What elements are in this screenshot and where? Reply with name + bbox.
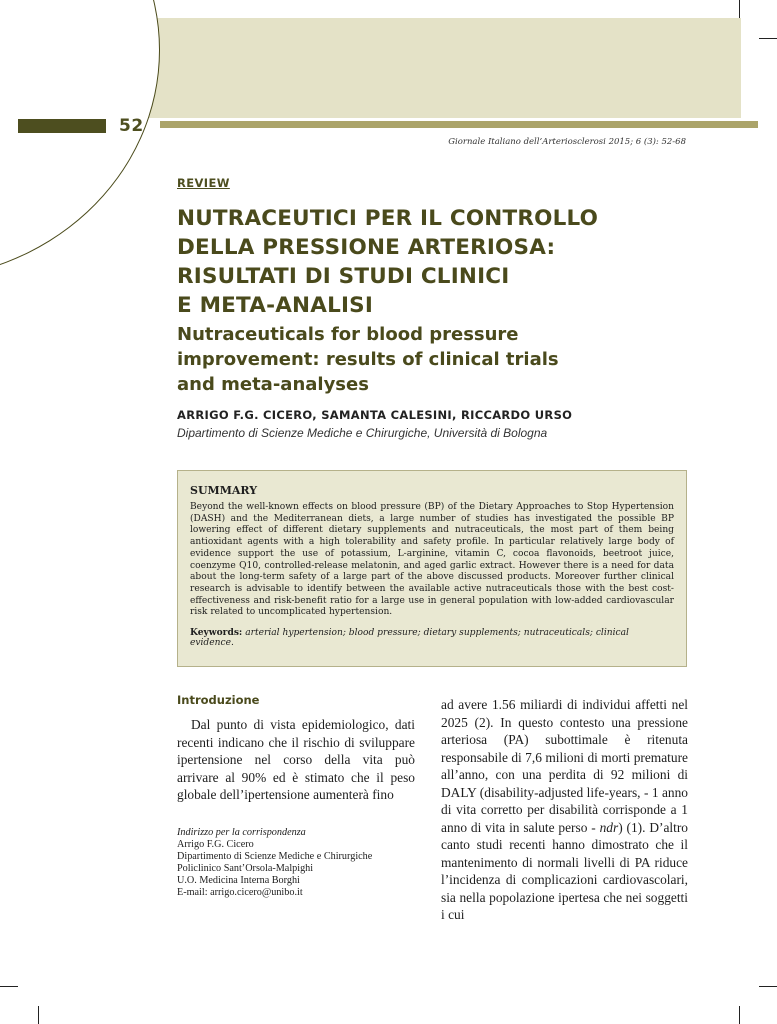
affiliation: Dipartimento di Scienze Mediche e Chirurgiche, Università di Bologna xyxy=(177,426,548,440)
keywords-label: Keywords: xyxy=(190,627,243,639)
correspondence-line: U.O. Medicina Interna Borghi xyxy=(177,875,300,887)
crop-mark xyxy=(759,38,777,39)
journal-citation: Giornale Italiano dell’Arteriosclerosi 2015; 6 (3): 52-68 xyxy=(448,137,686,147)
intro-column-2-text: ) (1). D’altro canto studi recenti hanno dimostrato che il mantenimento di normali livelli di PA riduce l’incidenza di complicazioni cardiovascolari, sia nella popolazione ipertesa che nei soggetti i cui xyxy=(441,819,688,922)
header-arc xyxy=(0,0,160,280)
intro-column-2-text: ad avere 1.56 miliardi di individui affetti nel 2025 (2). In questo contesto una pressione arteriosa (PA) subottimale è ritenuta responsabile di 7,6 milioni di morti premature all’anno, con una perdita di 92 milioni di DALY (disability-adjusted life-years, - 1 anno di vita corretto per disabilità corrisponde a 1 anno di vita in salute perso - xyxy=(441,697,688,835)
correspondence-line: Policlinico Sant’Orsola-Malpighi xyxy=(177,863,314,875)
title-english-line: and meta-analyses xyxy=(177,374,369,395)
section-label: REVIEW xyxy=(177,176,230,190)
correspondence-line: Arrigo F.G. Cicero xyxy=(177,839,254,851)
crop-mark xyxy=(38,1006,39,1024)
title-english xyxy=(177,322,677,397)
crop-mark xyxy=(0,986,18,987)
correspondence xyxy=(177,827,372,900)
correspondence-heading: Indirizzo per la corrispondenza xyxy=(177,827,306,838)
correspondence-email: E-mail: arrigo.cicero@unibo.it xyxy=(177,887,303,899)
header-rule-left xyxy=(18,119,106,133)
summary-heading: SUMMARY xyxy=(190,484,258,497)
crop-mark xyxy=(739,1006,740,1024)
intro-column-2-ndr: ndr xyxy=(599,819,619,835)
intro-heading: Introduzione xyxy=(177,693,260,707)
intro-column-2 xyxy=(441,696,688,924)
title-italian xyxy=(177,204,697,320)
authors: ARRIGO F.G. CICERO, SAMANTA CALESINI, RICCARDO URSO xyxy=(177,408,573,422)
crop-mark xyxy=(739,0,740,18)
intro-column-1: Dal punto di vista epidemiologico, dati recenti indicano che il rischio di sviluppare ipertensione nel corso della vita può arrivare al 90% ed è stimato che il peso globale dell’ipertensione aumenterà fino xyxy=(177,717,415,802)
title-italian-line: RISULTATI DI STUDI CLINICI xyxy=(177,264,510,289)
summary-body: Beyond the well-known effects on blood pressure (BP) of the Dietary Approaches to Stop Hypertension (DASH) and the Mediterranean diets, a large number of studies has investigated the possible BP lowering effect of different dietary supplements and nutraceuticals, the most part of them being antioxidant agents with a high tolerability and safety profile. In particular relatively large body of evidence support the use of potassium, L-arginine, vitamin C, cocoa flavonoids, beetroot juice, coenzyme Q10, controlled-release melatonin, and aged garlic extract. However there is a need for data about the long-term safety of a large part of the above discussed products. Moreover further clinical research is advisable to identify between the available active nutraceuticals those with the best cost-effectiveness and risk-benefit ratio for a large use in general population with low-added cardiovascular risk related to uncomplicated hypertension. xyxy=(190,502,674,618)
page-number: 52 xyxy=(119,116,144,136)
title-english-line: improvement: results of clinical trials xyxy=(177,349,559,370)
correspondence-line: Dipartimento di Scienze Mediche e Chirurgiche xyxy=(177,851,373,863)
title-italian-line: DELLA PRESSIONE ARTERIOSA: xyxy=(177,235,556,260)
summary-box xyxy=(177,470,687,667)
title-italian-line: E META-ANALISI xyxy=(177,293,374,318)
keywords-text: arterial hypertension; blood pressure; dietary supplements; nutraceuticals; clinical evidence. xyxy=(190,628,629,649)
header-rule-right xyxy=(160,121,758,128)
keywords xyxy=(190,627,674,648)
crop-mark xyxy=(759,986,777,987)
title-italian-line: NUTRACEUTICI PER IL CONTROLLO xyxy=(177,206,599,231)
title-english-line: Nutraceuticals for blood pressure xyxy=(177,324,519,345)
